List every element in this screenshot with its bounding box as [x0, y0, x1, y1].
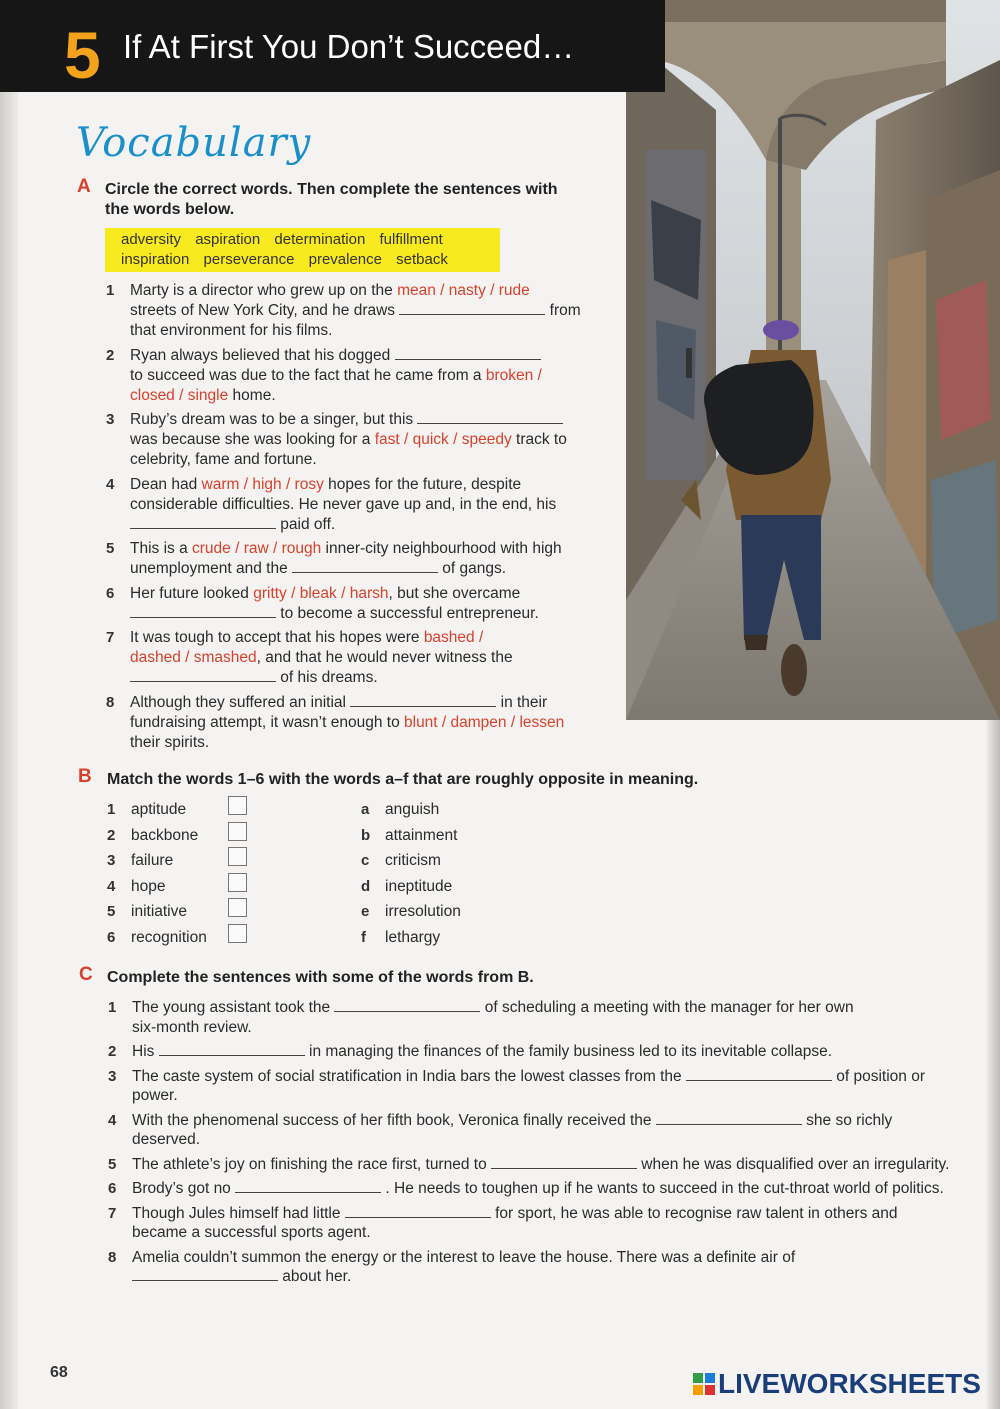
sentence-text: . He needs to toughen up if he wants to succeed in the cut-throat world of politics.: [381, 1180, 944, 1197]
answer-blank[interactable]: [130, 669, 276, 682]
section-a-item-4: [130, 475, 556, 535]
section-a-item-number: 2: [106, 346, 115, 364]
sentence-text: paid off.: [276, 515, 336, 533]
word-bank-word: prevalence: [308, 251, 382, 268]
section-a-item-number: 5: [106, 540, 115, 557]
word-choice[interactable]: mean / nasty / rude: [397, 282, 530, 299]
match-left-number: 3: [107, 852, 116, 869]
section-a-instruction-line2: the words below.: [105, 201, 235, 218]
answer-blank[interactable]: [334, 999, 480, 1012]
word-bank-word: adversity: [121, 231, 182, 248]
section-a-item-line: [130, 733, 564, 753]
section-c-item-line: [132, 1018, 854, 1038]
sentence-text: to become a successful entrepreneur.: [276, 604, 539, 622]
sentence-text: about her.: [278, 1268, 352, 1285]
liveworksheets-logo: [693, 1368, 981, 1400]
sentence-text: Ryan always believed that his dogged: [130, 346, 395, 364]
word-choice[interactable]: bashed /: [423, 629, 484, 646]
section-a-item-3: [130, 410, 567, 470]
match-right-word: criticism: [385, 852, 441, 869]
liveworksheets-icon: [693, 1370, 715, 1392]
sentence-text: The caste system of social stratification in India bars the lowest classes from the: [132, 1067, 686, 1085]
match-right-word: ineptitude: [385, 877, 453, 895]
section-c-item-number: 6: [108, 1180, 117, 1197]
section-a-item-number: 4: [106, 475, 115, 493]
section-a-item-line: [130, 386, 542, 406]
section-c-item-5: [132, 1155, 949, 1175]
sentence-text: that environment for his films.: [130, 322, 333, 339]
answer-blank[interactable]: [350, 694, 496, 707]
unit-header: [0, 0, 665, 92]
section-c-item-line: [132, 1179, 944, 1199]
section-c-item-6: [132, 1179, 944, 1199]
sentence-text: in their: [496, 693, 548, 711]
sentence-text: , and that he would never witness the: [256, 649, 513, 666]
sentence-text: The young assistant took the: [132, 999, 335, 1016]
section-b-instruction: Match the words 1–6 with the words a–f that are roughly opposite in meaning.: [107, 771, 699, 788]
sentence-text: Her future looked: [130, 584, 254, 602]
sentence-text: celebrity, fame and fortune.: [130, 451, 317, 468]
sentence-text: It was tough to accept that his hopes were: [130, 629, 424, 646]
sentence-text: when he was disqualified over an irregularity.: [637, 1155, 950, 1173]
match-right-letter: e: [361, 903, 370, 920]
section-c-item-line: [132, 1111, 892, 1131]
match-left-word: aptitude: [131, 801, 187, 818]
section-a-item-line: [130, 584, 539, 604]
section-c-item-number: 2: [108, 1043, 117, 1060]
answer-blank[interactable]: [132, 1268, 278, 1281]
section-a-item-2: [130, 346, 542, 406]
section-c-item-7: [132, 1204, 897, 1243]
answer-blank[interactable]: [395, 347, 541, 360]
page-number: 68: [50, 1364, 68, 1381]
section-c-item-line: [132, 1267, 795, 1287]
match-right-word: lethargy: [385, 928, 441, 946]
sentence-text: to succeed was due to the fact that he came from a: [130, 366, 486, 384]
word-bank-word: fulfillment: [379, 231, 443, 248]
section-a-item-line: [130, 301, 581, 321]
sentence-text: considerable difficulties. He never gave up and, in the end, his: [130, 495, 557, 513]
section-c-item-line: [132, 1155, 949, 1175]
section-c-item-number: 1: [108, 999, 117, 1016]
sentence-text: of position or: [831, 1067, 925, 1085]
section-b-letter: B: [78, 766, 92, 787]
section-a-instruction: [105, 180, 558, 220]
match-left-number: 4: [107, 877, 116, 895]
section-a-item-line: [130, 366, 542, 386]
section-c-item-line: [132, 1223, 897, 1243]
section-c-item-number: 3: [108, 1067, 117, 1085]
answer-blank[interactable]: [159, 1043, 305, 1056]
sentence-text: track to: [511, 431, 567, 448]
match-right-word: anguish: [385, 801, 440, 818]
section-a-item-line: [130, 604, 539, 624]
section-c-letter: C: [79, 964, 93, 985]
section-c-item-3: [132, 1067, 925, 1106]
answer-blank[interactable]: [399, 302, 545, 315]
section-a-item-8: [130, 693, 564, 753]
sentence-text: Though Jules himself had little: [132, 1204, 345, 1222]
section-c-item-number: 8: [108, 1248, 117, 1266]
match-left-word: initiative: [131, 903, 187, 920]
section-c-item-line: [132, 1130, 892, 1150]
section-c-item-line: [132, 998, 854, 1018]
sentence-text: The athlete’s joy on finishing the race first, turned to: [132, 1155, 491, 1173]
word-bank-word: determination: [274, 231, 366, 248]
word-choice[interactable]: gritty / bleak / harsh: [253, 584, 389, 602]
section-a-item-line: [130, 430, 567, 450]
section-c-item-line: [132, 1204, 897, 1224]
section-a-item-line: [130, 693, 564, 713]
sentence-text: hopes for the future, despite: [323, 475, 522, 493]
unit-title: If At First You Don’t Succeed…: [123, 28, 575, 65]
section-a-item-line: [130, 713, 564, 733]
section-a-item-number: 7: [106, 629, 115, 646]
section-a-item-line: [130, 475, 556, 495]
sentence-text: of gangs.: [438, 560, 507, 577]
sentence-text: home.: [228, 386, 276, 404]
answer-blank[interactable]: [491, 1156, 637, 1169]
section-a-item-line: [130, 559, 562, 579]
match-right-word: attainment: [385, 826, 458, 844]
answer-blank[interactable]: [235, 1180, 381, 1193]
word-bank-word: perseverance: [203, 251, 295, 268]
liveworksheets-logo-text: LIVEWORKSHEETS: [718, 1368, 981, 1399]
sentence-text: Dean had: [130, 475, 202, 493]
section-a-item-1: [130, 281, 581, 341]
match-left-word: hope: [131, 877, 166, 895]
sentence-text: inner-city neighbourhood with high: [321, 540, 562, 557]
word-bank: [105, 228, 500, 272]
sentence-text: With the phenomenal success of her fifth book, Veronica finally received the: [132, 1111, 656, 1129]
sentence-text: fundraising attempt, it wasn’t enough to: [130, 713, 404, 731]
match-right-letter: d: [361, 877, 371, 895]
answer-blank[interactable]: [292, 560, 438, 573]
section-a-item-number: 8: [106, 693, 115, 711]
sentence-text: their spirits.: [130, 733, 210, 751]
match-answer-box[interactable]: [228, 873, 247, 892]
section-c-item-2: [132, 1042, 832, 1062]
sentence-text: Ruby’s dream was to be a singer, but this: [130, 411, 418, 428]
sentence-text: power.: [132, 1087, 178, 1104]
section-c-item-number: 7: [108, 1204, 117, 1222]
word-bank-word: aspiration: [195, 231, 261, 248]
answer-blank[interactable]: [345, 1205, 491, 1218]
match-right-letter: f: [361, 928, 366, 946]
sentence-text: of scheduling a meeting with the manager for her own: [480, 999, 854, 1016]
section-a-item-number: 6: [106, 584, 115, 602]
word-choice[interactable]: warm / high / rosy: [201, 475, 324, 493]
sentence-text: Brody’s got no: [132, 1180, 236, 1197]
sentence-text: streets of New York City, and he draws: [130, 302, 400, 319]
section-c-item-number: 4: [108, 1111, 117, 1129]
section-a-item-number: 1: [106, 282, 115, 299]
sentence-text: This is a: [130, 540, 193, 557]
section-c-item-line: [132, 1067, 925, 1087]
sentence-text: unemployment and the: [130, 560, 292, 577]
section-a-item-line: [130, 648, 513, 668]
word-bank-row2: [121, 251, 458, 268]
section-c-item-1: [132, 998, 854, 1037]
vocabulary-heading: Vocabulary: [76, 120, 312, 166]
match-right-letter: a: [361, 801, 370, 818]
section-a-instruction-line1: Circle the correct words. Then complete the sentences with: [105, 181, 558, 198]
answer-blank[interactable]: [417, 411, 563, 424]
section-a-item-7: [130, 628, 513, 688]
match-left-number: 1: [107, 801, 116, 818]
unit-number: 5: [64, 18, 101, 92]
word-choice[interactable]: closed / single: [130, 386, 229, 404]
sentence-text: she so richly: [801, 1111, 893, 1129]
match-left-number: 6: [107, 928, 116, 946]
sentence-text: in managing the finances of the family business led to its inevitable collapse.: [304, 1043, 833, 1060]
sentence-text: Marty is a director who grew up on the: [130, 282, 398, 299]
page-edge-left: [0, 0, 18, 1409]
match-left-number: 5: [107, 903, 116, 920]
sentence-text: was because she was looking for a: [130, 431, 375, 448]
match-left-word: recognition: [131, 928, 207, 946]
word-choice[interactable]: blunt / dampen / lessen: [404, 713, 565, 731]
section-a-item-6: [130, 584, 539, 624]
match-answer-box[interactable]: [228, 796, 247, 815]
match-left-number: 2: [107, 826, 116, 844]
answer-blank[interactable]: [130, 605, 276, 618]
section-a-item-line: [130, 321, 581, 341]
section-a-item-line: [130, 628, 513, 648]
section-a-item-line: [130, 515, 556, 535]
section-c-item-line: [132, 1248, 795, 1268]
match-answer-box[interactable]: [228, 924, 247, 943]
match-answer-box[interactable]: [228, 898, 247, 917]
word-bank-word: inspiration: [121, 251, 190, 268]
match-left-word: backbone: [131, 826, 199, 844]
answer-blank[interactable]: [130, 516, 276, 529]
section-c-item-line: [132, 1042, 832, 1062]
section-a-item-5: [130, 539, 562, 579]
sentence-text: Amelia couldn’t summon the energy or the interest to leave the house. There was a definite air of: [132, 1248, 796, 1266]
word-bank-word: setback: [396, 251, 448, 268]
sentence-text: deserved.: [132, 1131, 201, 1148]
word-choice[interactable]: broken /: [485, 366, 542, 384]
section-a-letter: A: [77, 176, 91, 197]
section-c-item-8: [132, 1248, 795, 1287]
match-answer-box[interactable]: [228, 822, 247, 841]
sentence-text: for sport, he was able to recognise raw talent in others and: [490, 1204, 898, 1222]
section-a-item-line: [130, 495, 556, 515]
section-c-instruction: Complete the sentences with some of the words from B.: [107, 969, 534, 986]
sentence-text: His: [132, 1043, 159, 1060]
section-a-item-line: [130, 346, 542, 366]
sentence-text: became a successful sports agent.: [132, 1224, 371, 1241]
answer-blank[interactable]: [686, 1068, 832, 1081]
sentence-text: of his dreams.: [276, 669, 378, 686]
section-c-item-number: 5: [108, 1155, 117, 1173]
section-a-item-number: 3: [106, 411, 115, 428]
section-a-item-line: [130, 668, 513, 688]
match-answer-box[interactable]: [228, 847, 247, 866]
sentence-text: six-month review.: [132, 1018, 252, 1036]
street-photo: [626, 0, 1000, 720]
match-left-word: failure: [131, 852, 174, 869]
match-right-word: irresolution: [385, 903, 461, 920]
word-bank-row1: [121, 231, 453, 248]
section-c-item-4: [132, 1111, 892, 1150]
word-choice[interactable]: dashed / smashed: [130, 649, 257, 666]
section-a-item-line: [130, 539, 562, 559]
sentence-text: from: [545, 302, 581, 319]
word-choice[interactable]: crude / raw / rough: [192, 540, 322, 557]
answer-blank[interactable]: [656, 1112, 802, 1125]
sentence-text: , but she overcame: [388, 584, 521, 602]
page-edge-right: [986, 720, 1000, 1409]
section-a-item-line: [130, 450, 567, 470]
section-a-item-line: [130, 410, 567, 430]
word-choice[interactable]: fast / quick / speedy: [374, 431, 512, 448]
section-a-item-line: [130, 281, 581, 301]
section-c-item-line: [132, 1086, 925, 1106]
sentence-text: Although they suffered an initial: [130, 693, 351, 711]
match-right-letter: b: [361, 826, 371, 844]
match-right-letter: c: [361, 852, 370, 869]
